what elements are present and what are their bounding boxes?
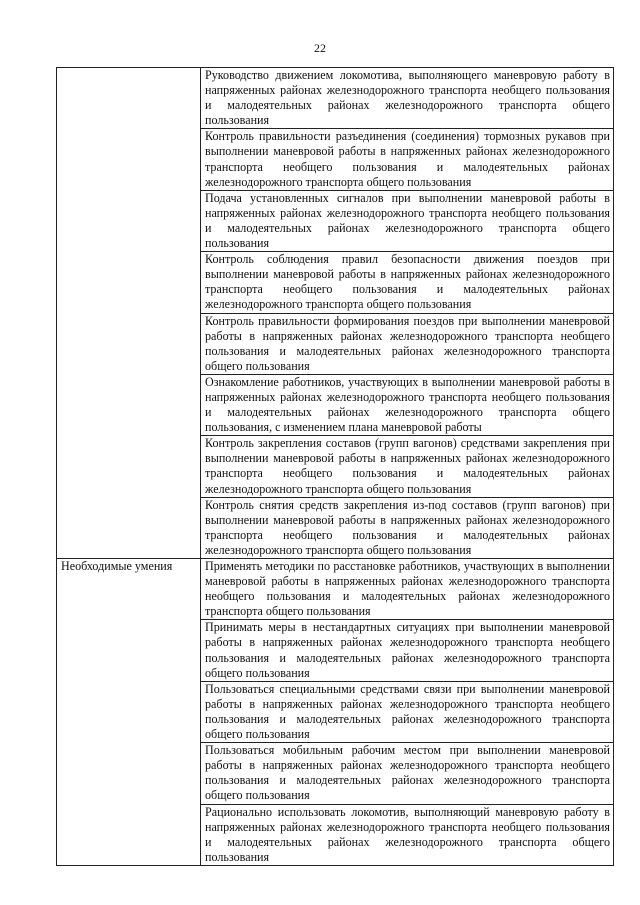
table-row [57, 559, 614, 620]
table-cell: Рационально использовать локомотив, выполняющий маневровую работу в напряженных районах железнодорожного транспорта необщего пользования и малодеятельных районах железнодорожного транспорта общего пользования [201, 804, 614, 865]
table-cell: Контроль правильности разъединения (соединения) тормозных рукавов при выполнении маневровой работы в напряженных районах железнодорожного транспорта необщего пользования и малодеятельных районах железнодорожного транспорта общего пользования [201, 129, 614, 190]
page-number: 22 [314, 41, 326, 55]
table-cell: Пользоваться мобильным рабочим местом при выполнении маневровой работы в напряженных районах железнодорожного транспорта необщего пользования и малодеятельных районах железнодорожного транспорта общего пользования [201, 743, 614, 804]
table-cell: Контроль правильности формирования поездов при выполнении маневровой работы в напряженных районах железнодорожного транспорта необщего пользования и малодеятельных районах железнодорожного транспорта общего пользования [201, 313, 614, 374]
table-cell: Пользоваться специальными средствами связи при выполнении маневровой работы в напряженных районах железнодорожного транспорта необщего пользования и малодеятельных районах железнодорожного транспорта общего пользования [201, 681, 614, 742]
table-cell: Подача установленных сигналов при выполнении маневровой работы в напряженных районах железнодорожного транспорта необщего пользования и малодеятельных районах железнодорожного транспорта общего пользования [201, 190, 614, 251]
table-cell: Контроль соблюдения правил безопасности движения поездов при выполнении маневровой работы в напряженных районах железнодорожного транспорта необщего пользования и малодеятельных районах железнодорожного транспорта общего пользования [201, 252, 614, 313]
table-row [57, 68, 614, 129]
table-cell: Применять методики по расстановке работников, участвующих в выполнении маневровой работы в напряженных районах железнодорожного транспорта необщего пользования и малодеятельных районах железнодорожного транспорта общего пользования [201, 559, 614, 620]
group-label-cell [57, 68, 201, 559]
table-cell: Контроль закрепления составов (групп вагонов) средствами закрепления при выполнении маневровой работы в напряженных районах железнодорожного транспорта необщего пользования и малодеятельных районах железнодорожного транспорта общего пользования [201, 436, 614, 497]
group-label-cell: Необходимые умения [57, 559, 201, 866]
competency-table [56, 67, 614, 866]
table-cell: Руководство движением локомотива, выполняющего маневровую работу в напряженных районах железнодорожного транспорта необщего пользования и малодеятельных районах железнодорожного транспорта общего пользования [201, 68, 614, 129]
table-cell: Ознакомление работников, участвующих в выполнении маневровой работы в напряженных районах железнодорожного транспорта необщего пользования и малодеятельных районах железнодорожного транспорта общего пользования, с изменением плана маневровой работы [201, 374, 614, 435]
table-cell: Принимать меры в нестандартных ситуациях при выполнении маневровой работы в напряженных районах железнодорожного транспорта необщего пользования и малодеятельных районах железнодорожного транспорта общего пользования [201, 620, 614, 681]
table-cell: Контроль снятия средств закрепления из-под составов (групп вагонов) при выполнении маневровой работы в напряженных районах железнодорожного транспорта необщего пользования и малодеятельных районах железнодорожного транспорта общего пользования [201, 497, 614, 558]
